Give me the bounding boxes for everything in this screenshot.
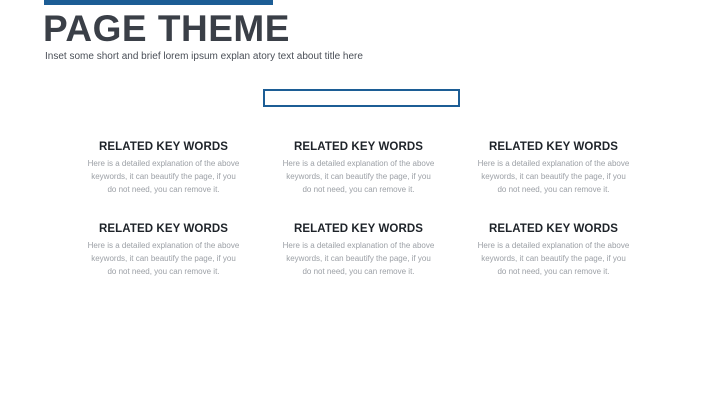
center-outline-box <box>263 89 460 107</box>
page-subtitle: Inset some short and brief lorem ipsum explan atory text about title here <box>45 51 363 62</box>
keyword-description-line: Here is a detailed explanation of the above <box>87 241 240 250</box>
keyword-description-line: keywords, it can beautify the page, if you <box>481 254 626 263</box>
keyword-item <box>66 139 261 221</box>
keyword-title: RELATED KEY WORDS <box>293 223 424 235</box>
keyword-description-line: do not need, you can remove it. <box>497 267 610 276</box>
keyword-title: RELATED KEY WORDS <box>293 141 424 153</box>
keyword-description <box>66 157 261 196</box>
keyword-description-line: keywords, it can beautify the page, if you <box>91 172 236 181</box>
keyword-title: RELATED KEY WORDS <box>488 141 619 153</box>
keyword-description-line: keywords, it can beautify the page, if you <box>481 172 626 181</box>
keyword-description-line: keywords, it can beautify the page, if you <box>286 254 431 263</box>
keyword-description-line: Here is a detailed explanation of the above <box>477 159 630 168</box>
keyword-description-line: Here is a detailed explanation of the above <box>477 241 630 250</box>
keyword-description-line: keywords, it can beautify the page, if you <box>91 254 236 263</box>
keyword-description-line: do not need, you can remove it. <box>302 267 415 276</box>
keyword-item <box>261 139 456 221</box>
keyword-description <box>456 157 651 196</box>
keywords-grid <box>66 139 651 303</box>
keyword-description <box>456 239 651 278</box>
keyword-item <box>456 139 651 221</box>
keyword-description-line: Here is a detailed explanation of the above <box>282 241 435 250</box>
page-title: PAGE THEME <box>43 8 290 49</box>
keyword-description-line: do not need, you can remove it. <box>107 185 220 194</box>
keyword-description-line: Here is a detailed explanation of the above <box>282 159 435 168</box>
keyword-description-line: do not need, you can remove it. <box>107 267 220 276</box>
keyword-item <box>66 221 261 303</box>
keyword-title: RELATED KEY WORDS <box>488 223 619 235</box>
keyword-description-line: keywords, it can beautify the page, if you <box>286 172 431 181</box>
keyword-description-line: do not need, you can remove it. <box>302 185 415 194</box>
keyword-description-line: Here is a detailed explanation of the above <box>87 159 240 168</box>
header-accent-bar <box>44 0 273 5</box>
keyword-title: RELATED KEY WORDS <box>98 223 229 235</box>
keyword-description <box>66 239 261 278</box>
keyword-description <box>261 157 456 196</box>
keyword-title: RELATED KEY WORDS <box>98 141 229 153</box>
keyword-item <box>261 221 456 303</box>
keyword-description <box>261 239 456 278</box>
keyword-item <box>456 221 651 303</box>
keyword-description-line: do not need, you can remove it. <box>497 185 610 194</box>
